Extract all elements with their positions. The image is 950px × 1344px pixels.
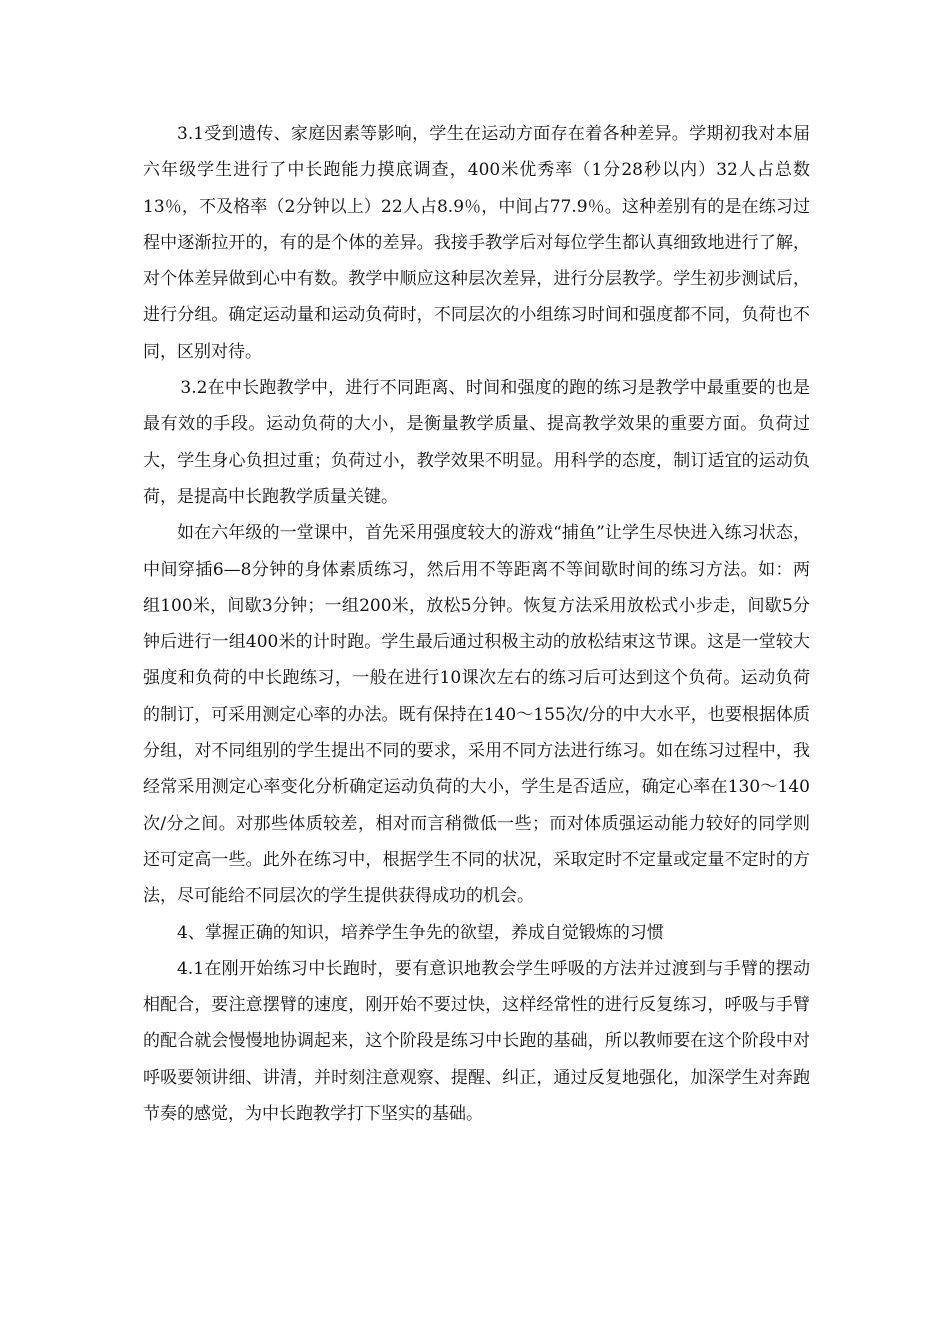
section-heading-4: 4、掌握正确的知识，培养学生争先的欲望，养成自觉锻炼的习惯: [177, 922, 664, 943]
document-body: [143, 116, 810, 1132]
paragraph-3-2: 3.2在中长跑教学中，进行不同距离、时间和强度的跑的练习是教学中最重要的也是最有效的手段。运动负荷的大小，是衡量教学质量、提高教学效果的重要方面。负荷过大，学生身心负担过重；负荷过小，教学效果不明显。用科学的态度，制订适宜的运动负荷，是提高中长跑教学质量关键。: [143, 378, 810, 507]
paragraph-4-1: 4.1在刚开始练习中长跑时，要有意识地教会学生呼吸的方法并过渡到与手臂的摆动相配合，要注意摆臂的速度，刚开始不要过快，这样经常性的进行反复练习，呼吸与手臂的配合就会慢慢地协调起来，这个阶段是练习中长跑的基础，所以教师要在这个阶段中对呼吸要领讲细、讲清，并时刻注意观察、提醒、纠正，通过反复地强化，加深学生对奔跑节奏的感觉，为中长跑教学打下坚实的基础。: [143, 958, 810, 1125]
paragraph-example-lesson: 如在六年级的一堂课中，首先采用强度较大的游戏“捕鱼”让学生尽快进入练习状态，中间穿插6—8分钟的身体素质练习，然后用不等距离不等间歇时间的练习方法。如：两组100米，间歇3分钟；一组200米，放松5分钟。恢复方法采用放松式小步走，间歇5分钟后进行一组400米的计时跑。学生最后通过积极主动的放松结束这节课。这是一堂较大强度和负荷的中长跑练习，一般在进行10课次左右的练习后可达到这个负荷。运动负荷的制订，可采用测定心率的办法。既有保持在140～155次/分的中大水平，也要根据体质分组，对不同组别的学生提出不同的要求，采用不同方法进行练习。如在练习过程中，我经常采用测定心率变化分析确定运动负荷的大小，学生是否适应，确定心率在130～140次/分之间。对那些体质较差，相对而言稍微低一些；而对体质强运动能力较好的同学则还可定高一些。此外在练习中，根据学生不同的状况，采取定时不定量或定量不定时的方法，尽可能给不同层次的学生提供获得成功的机会。: [143, 523, 810, 907]
paragraph-3-1: 3.1受到遗传、家庭因素等影响，学生在运动方面存在着各种差异。学期初我对本届六年级学生进行了中长跑能力摸底调查，400米优秀率（1分28秒以内）32人占总数13％，不及格率（2分钟以上）22人占8.9％，中间占77.9％。这种差别有的是在练习过程中逐渐拉开的，有的是个体的差异。我接手教学后对每位学生都认真细致地进行了解，对个体差异做到心中有数。教学中顺应这种层次差异，进行分层教学。学生初步测试后，进行分组。确定运动量和运动负荷时，不同层次的小组练习时间和强度都不同，负荷也不同，区别对待。: [143, 124, 810, 362]
